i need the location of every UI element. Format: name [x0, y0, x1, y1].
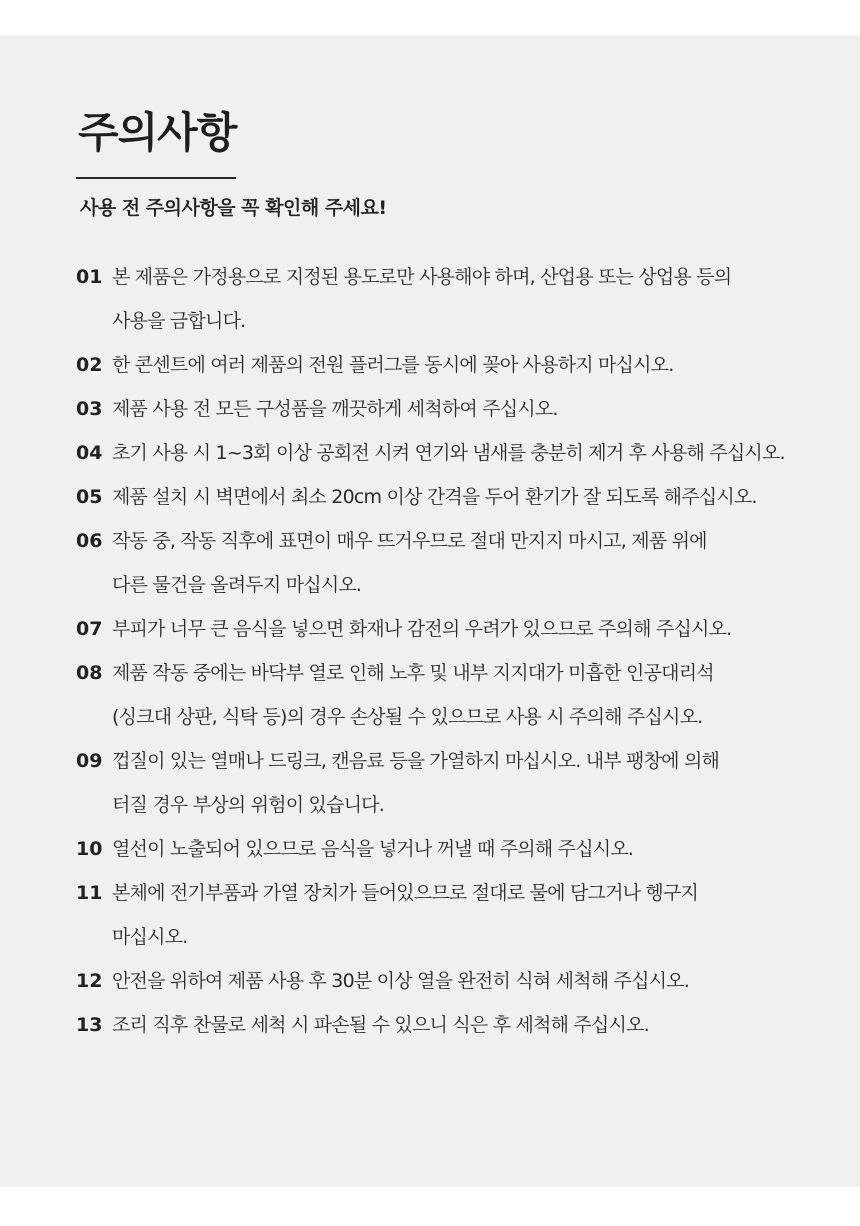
page-title: 주의사항 — [78, 108, 237, 157]
item-text-line: 열선이 노출되어 있으므로 음식을 넣거나 꺼낼 때 주의해 주십시오. — [112, 838, 634, 860]
item-text-line: 한 콘센트에 여러 제품의 전원 플러그를 동시에 꽂아 사용하지 마십시오. — [112, 354, 674, 376]
item-text — [112, 1003, 816, 1047]
item-text — [112, 343, 816, 387]
caution-list — [76, 255, 816, 1047]
item-text-line: (싱크대 상판, 식탁 등)의 경우 손상될 수 있으므로 사용 시 주의해 주십시오. — [112, 706, 703, 728]
list-item — [76, 255, 816, 343]
list-item — [76, 431, 816, 475]
list-item — [76, 519, 816, 607]
list-item — [76, 871, 816, 959]
list-item — [76, 739, 816, 827]
item-text-line: 마십시오. — [112, 926, 188, 948]
item-number: 03 — [76, 398, 103, 420]
item-text — [112, 475, 816, 519]
item-text-line: 초기 사용 시 1~3회 이상 공회전 시켜 연기와 냄새를 충분히 제거 후 사용해 주십시오. — [112, 442, 785, 464]
item-text — [112, 387, 816, 431]
item-text-line: 다른 물건을 올려두지 마십시오. — [112, 574, 362, 596]
item-number: 05 — [76, 486, 103, 508]
list-item — [76, 607, 816, 651]
item-text — [112, 255, 816, 343]
item-text-line: 부피가 너무 큰 음식을 넣으면 화재나 감전의 우려가 있으므로 주의해 주십시오. — [112, 618, 732, 640]
item-number: 06 — [76, 530, 103, 552]
item-text-line: 작동 중, 작동 직후에 표면이 매우 뜨거우므로 절대 만지지 마시고, 제품 위에 — [112, 530, 707, 552]
item-text — [112, 651, 816, 739]
item-text — [112, 959, 816, 1003]
item-text-line: 본체에 전기부품과 가열 장치가 들어있으므로 절대로 물에 담그거나 헹구지 — [112, 882, 699, 904]
item-text-line: 껍질이 있는 열매나 드링크, 캔음료 등을 가열하지 마십시오. 내부 팽창에 의해 — [112, 750, 720, 772]
item-text — [112, 871, 816, 959]
item-text — [112, 519, 816, 607]
item-number: 02 — [76, 354, 103, 376]
item-text — [112, 739, 816, 827]
list-item — [76, 959, 816, 1003]
list-item — [76, 475, 816, 519]
item-text — [112, 431, 816, 475]
item-text-line: 안전을 위하여 제품 사용 후 30분 이상 열을 완전히 식혀 세척해 주십시오. — [112, 970, 689, 992]
item-number: 07 — [76, 618, 103, 640]
item-text-line: 제품 작동 중에는 바닥부 열로 인해 노후 및 내부 지지대가 미흡한 인공대리석 — [112, 662, 714, 684]
item-text-line: 제품 설치 시 벽면에서 최소 20cm 이상 간격을 두어 환기가 잘 되도록 해주십시오. — [112, 486, 757, 508]
item-number: 11 — [76, 882, 103, 904]
item-text — [112, 607, 816, 651]
item-number: 08 — [76, 662, 103, 684]
item-number: 04 — [76, 442, 103, 464]
item-number: 13 — [76, 1014, 103, 1036]
list-item — [76, 387, 816, 431]
item-number: 09 — [76, 750, 103, 772]
item-number: 12 — [76, 970, 103, 992]
list-item — [76, 651, 816, 739]
list-item — [76, 343, 816, 387]
page-subtitle: 사용 전 주의사항을 꼭 확인해 주세요! — [80, 197, 387, 219]
title-underline — [76, 177, 236, 179]
item-number: 01 — [76, 266, 103, 288]
item-text — [112, 827, 816, 871]
item-text-line: 조리 직후 찬물로 세척 시 파손될 수 있으니 식은 후 세척해 주십시오. — [112, 1014, 649, 1036]
item-text-line: 사용을 금합니다. — [112, 310, 246, 332]
item-text-line: 제품 사용 전 모든 구성품을 깨끗하게 세척하여 주십시오. — [112, 398, 558, 420]
item-text-line: 터질 경우 부상의 위험이 있습니다. — [112, 794, 384, 816]
item-number: 10 — [76, 838, 103, 860]
list-item — [76, 827, 816, 871]
item-text-line: 본 제품은 가정용으로 지정된 용도로만 사용해야 하며, 산업용 또는 상업용 등의 — [112, 266, 732, 288]
list-item — [76, 1003, 816, 1047]
